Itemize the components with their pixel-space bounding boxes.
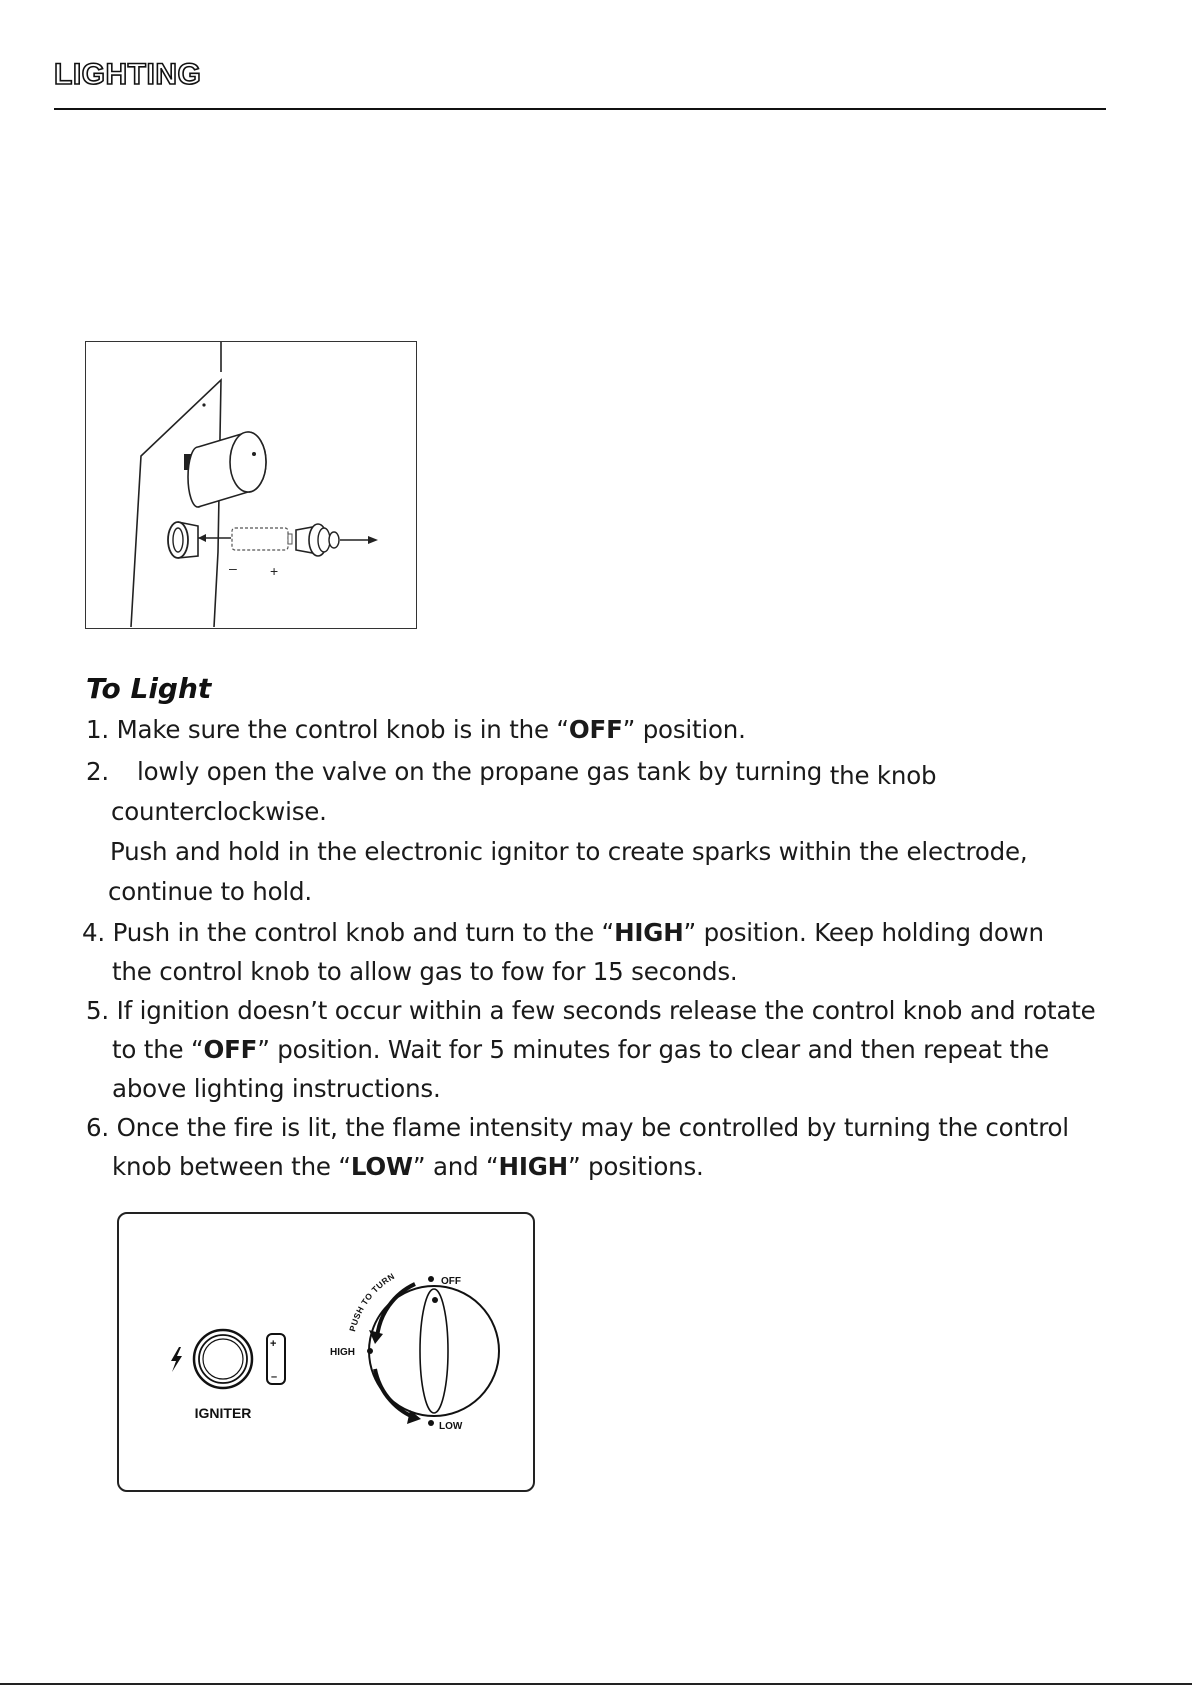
step-6-line-2: knob between the “LOW” and “HIGH” positions. [112,1152,704,1181]
off-label: OFF [441,1276,461,1287]
step-5-line-1: 5. If ignition doesn’t occur within a few seconds release the control knob and rotate [86,996,1096,1025]
low-dot [428,1420,434,1426]
control-panel-drawing [119,1214,533,1490]
battery-minus-label: – [229,560,237,576]
control-panel-figure [117,1212,535,1492]
battery-plus-mark: + [270,1338,277,1350]
step-5-line-3: above lighting instructions. [112,1074,441,1103]
igniter-label: IGNITER [194,1405,252,1421]
heading-rule [54,108,1106,110]
off-dot [428,1276,434,1282]
battery-icon [267,1334,285,1384]
low-label: LOW [439,1421,463,1432]
step-5-line-2: to the “OFF” position. Wait for 5 minutes for gas to clear and then repeat the [112,1035,1050,1064]
battery-minus-mark: – [271,1371,278,1383]
step-3-line-1: Push and hold in the electronic ignitor to create sparks within the electrode, [110,837,1028,866]
step-4-line-2: the control knob to allow gas to fow for 15 seconds. [112,957,738,986]
step-2-line-2: counterclockwise. [111,797,327,826]
step-6-line-1: 6. Once the fire is lit, the flame intensity may be controlled by turning the control [86,1113,1069,1142]
battery-installation-figure [85,341,417,629]
section-title: To Light [86,672,212,705]
igniter-button-icon [194,1330,252,1388]
battery-plus-label: + [270,563,279,579]
high-dot [367,1348,373,1354]
step-2-line-1: 2. lowly open the valve on the propane gas tank by turning the knob [86,757,937,790]
step-3-line-2: continue to hold. [108,877,312,906]
lightning-bolt-icon [171,1347,182,1372]
high-label: HIGH [330,1347,355,1358]
page-heading: LIGHTING [54,58,202,91]
push-to-turn-label: PUSH TO TURN [347,1270,397,1333]
step-4-line-1: 4. Push in the control knob and turn to the “HIGH” position. Keep holding down [82,918,1044,947]
battery-installation-drawing [86,342,416,628]
step-1: 1. Make sure the control knob is in the “OFF” position. [86,715,746,744]
